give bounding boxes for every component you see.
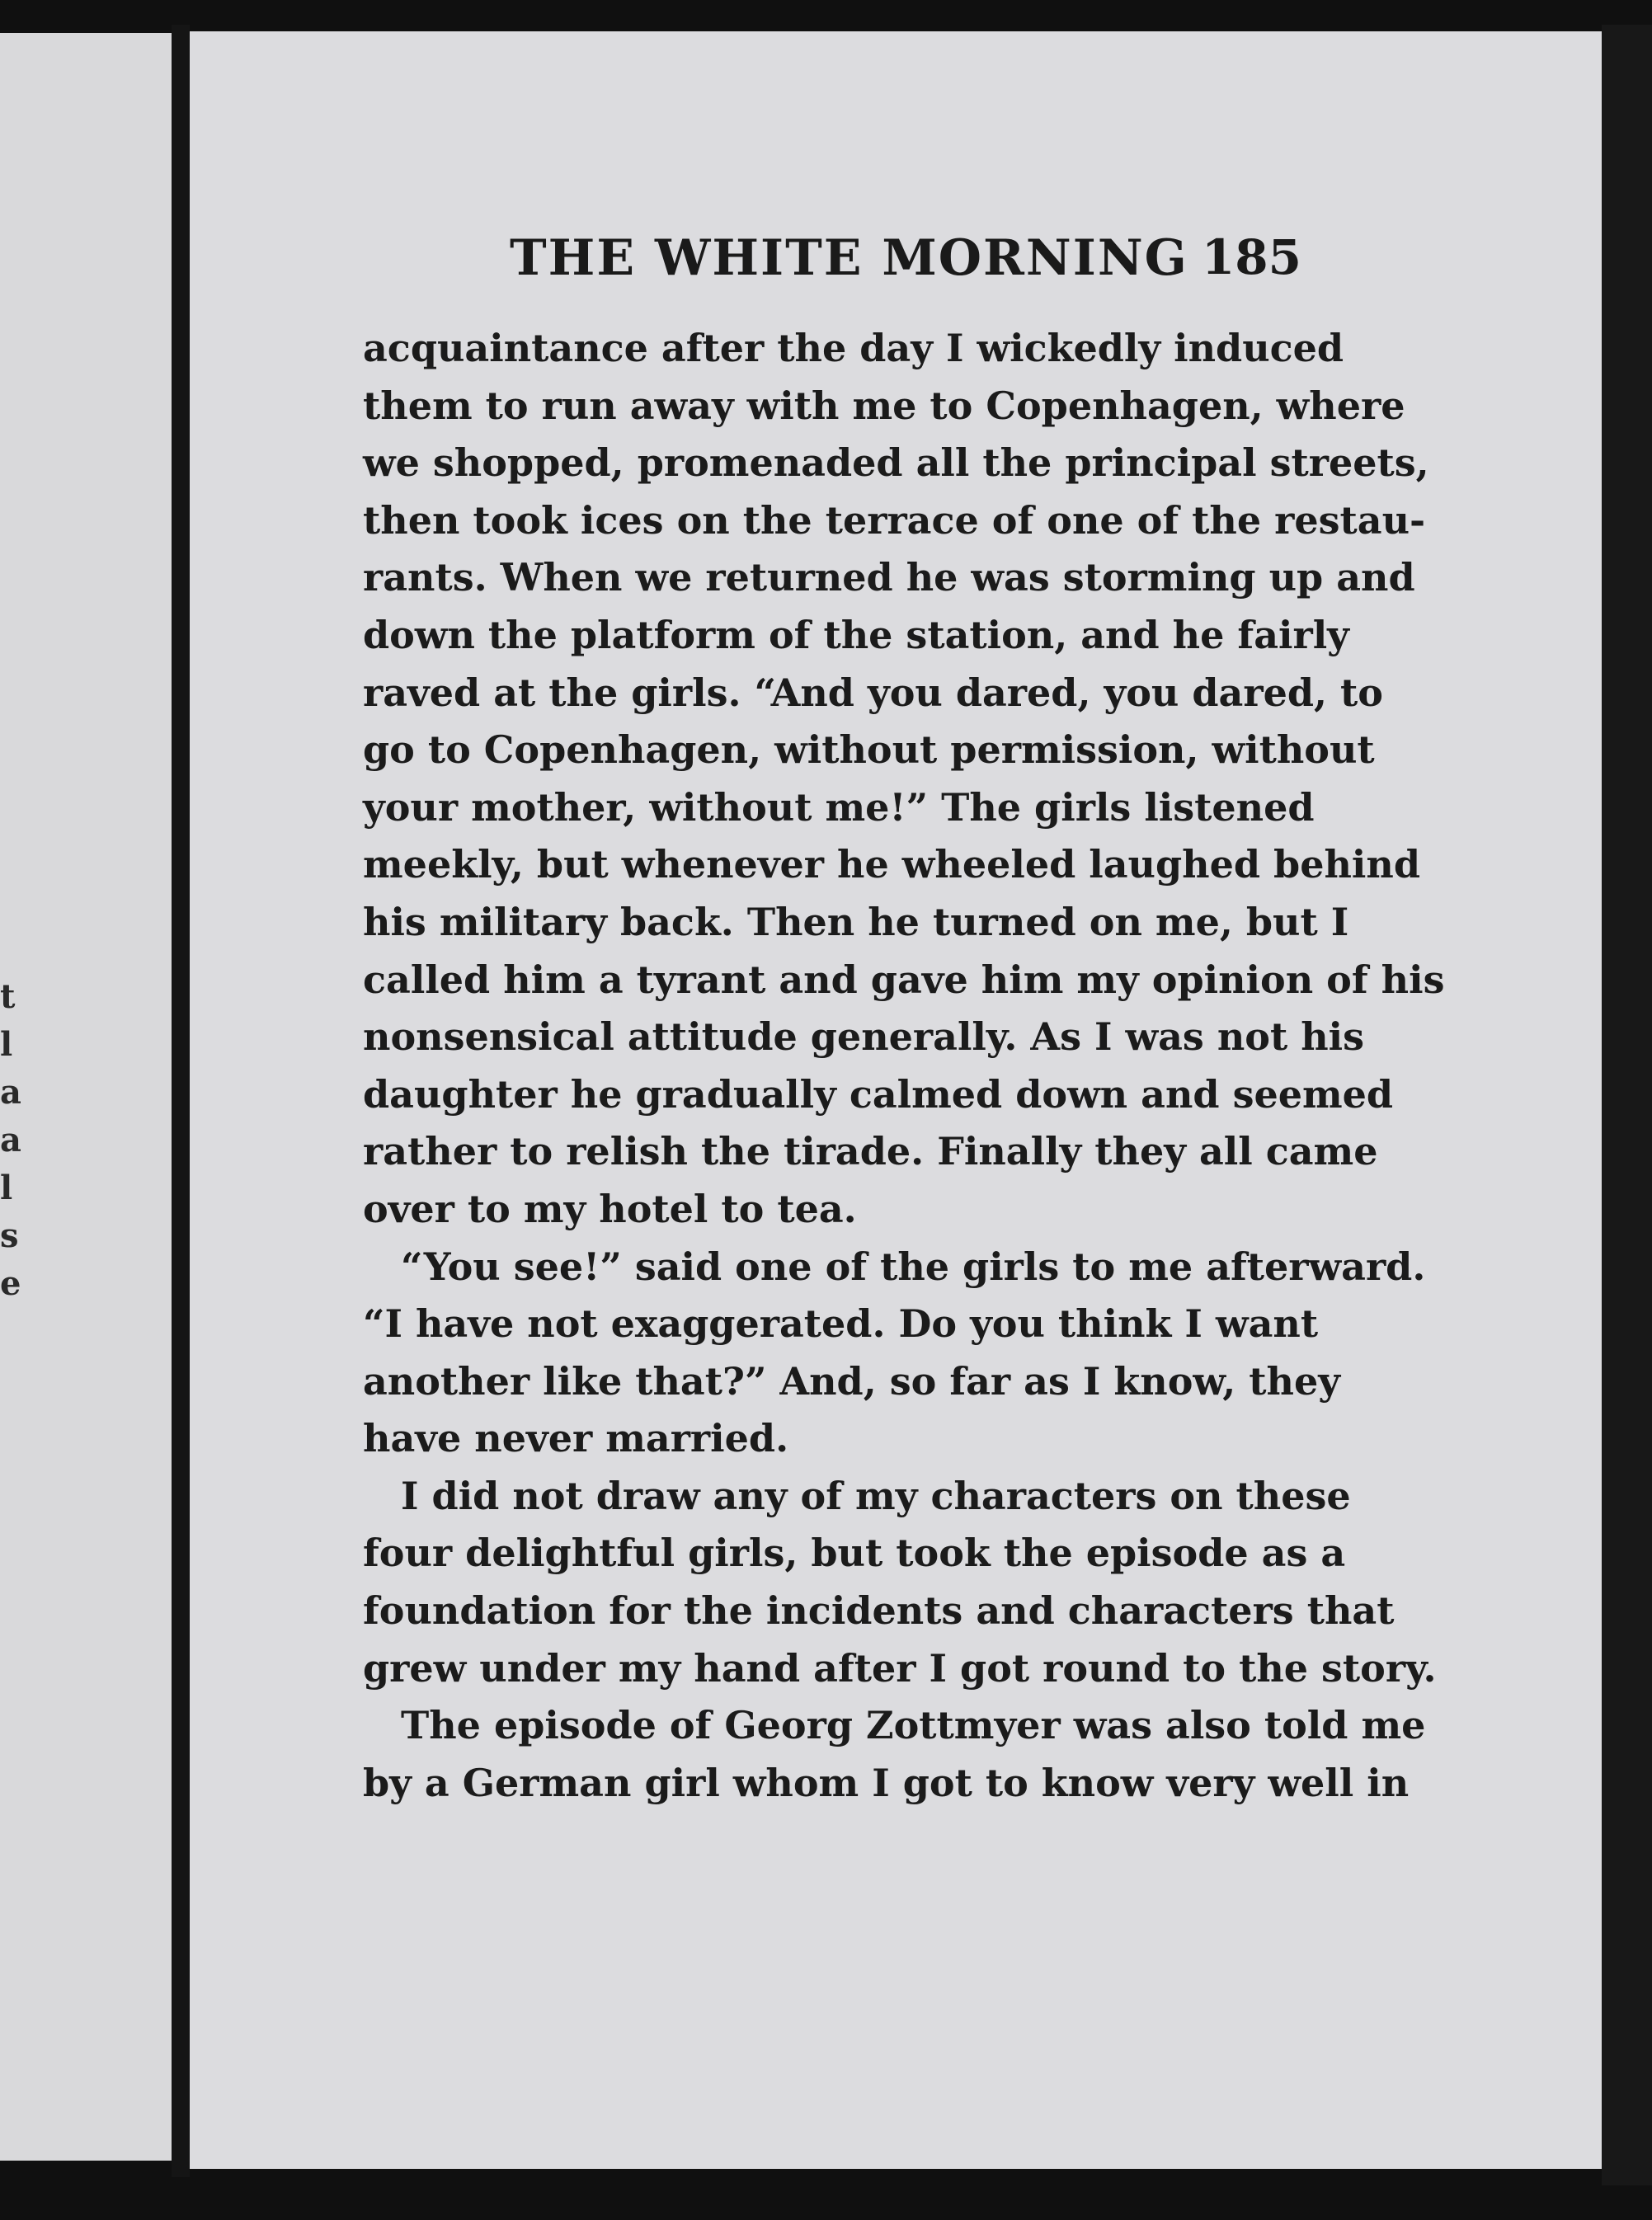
scan-right-edge	[1602, 25, 1652, 2185]
text-line: raved at the girls. “And you dared, you dared, to	[363, 670, 1383, 715]
text-line: I did not draw any of my characters on these	[401, 1473, 1351, 1518]
text-line: them to run away with me to Copenhagen, where	[363, 383, 1405, 428]
text-line: daughter he gradually calmed down and seemed	[363, 1071, 1394, 1117]
text-line: “I have not exaggerated. Do you think I want	[363, 1301, 1319, 1347]
text-line: go to Copenhagen, without permission, without	[363, 727, 1375, 773]
text-line: down the platform of the station, and he fairly	[363, 612, 1349, 657]
text-line: The episode of Georg Zottmyer was also told me	[401, 1703, 1426, 1748]
facing-letter: a	[0, 1121, 21, 1159]
text-line: we shopped, promenaded all the principal streets,	[363, 440, 1429, 486]
text-line: acquaintance after the day I wickedly induced	[363, 326, 1344, 370]
text-line: have never married.	[363, 1416, 789, 1461]
facing-letter: l	[0, 1169, 13, 1207]
page-header	[510, 229, 1301, 303]
text-line: grew under my hand after I got round to the story.	[363, 1645, 1437, 1691]
text-line: called him a tyrant and gave him my opinion of his	[363, 957, 1445, 1002]
text-line: foundation for the incidents and characters that	[363, 1588, 1395, 1634]
body-text	[363, 320, 1445, 1821]
facing-letter: e	[0, 1264, 21, 1303]
facing-letter: t	[0, 977, 16, 1016]
facing-page-edge	[0, 33, 172, 2161]
facing-letter: a	[0, 1073, 21, 1112]
text-line: over to my hotel to tea.	[363, 1186, 857, 1231]
text-line: nonsensical attitude generally. As I was not his	[363, 1014, 1365, 1060]
book-gutter	[172, 25, 190, 2177]
facing-page-letters	[0, 973, 25, 1847]
facing-letter: s	[0, 1216, 19, 1255]
text-line: his military back. Then he turned on me, but I	[363, 899, 1349, 944]
text-line: then took ices on the terrace of one of the restau-	[363, 497, 1426, 543]
text-line: rather to relish the tirade. Finally they all came	[363, 1129, 1378, 1174]
text-line: rants. When we returned he was storming up and	[363, 555, 1415, 600]
text-line: another like that?” And, so far as I know, they	[363, 1358, 1340, 1404]
running-title: THE WHITE MORNING	[510, 229, 1188, 287]
page-number: 185	[1201, 229, 1301, 285]
text-line: four delightful girls, but took the episode as a	[363, 1531, 1346, 1576]
text-line: meekly, but whenever he wheeled laughed behind	[363, 842, 1421, 887]
text-line: by a German girl whom I got to know very well in	[363, 1760, 1410, 1805]
text-line: “You see!” said one of the girls to me afterward.	[401, 1244, 1426, 1289]
text-line: your mother, without me!” The girls listened	[363, 784, 1315, 830]
facing-letter: l	[0, 1025, 13, 1064]
